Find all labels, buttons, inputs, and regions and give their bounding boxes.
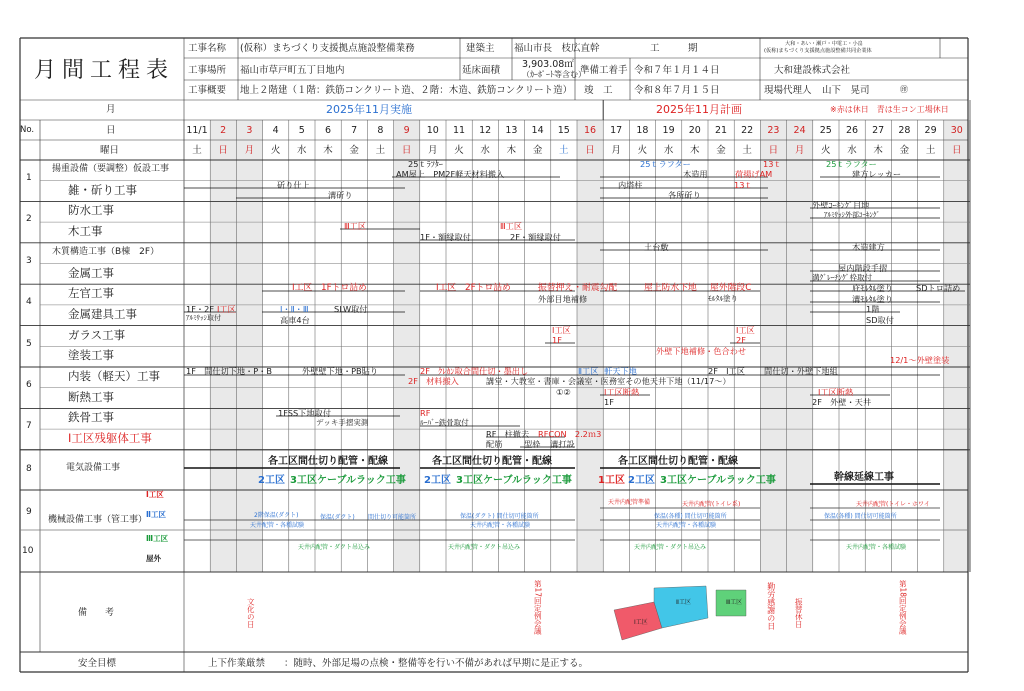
bar-alu-sash: ｱﾙﾐｻｯｼ取付	[186, 314, 221, 322]
elec-task-2: 各工区間仕切り配管・配線	[432, 456, 552, 467]
bar-wall-coat: 外壁ｺｰｷﾝｸﾞ目地	[812, 200, 870, 210]
bar-steel-4: ﾙｰﾊﾞｰ鉄骨取付	[420, 418, 469, 427]
task-name: 金属建具工事	[68, 306, 137, 321]
task-name: 鉄骨工事	[68, 410, 114, 425]
remark-substitute: 振替休日	[794, 598, 804, 628]
day-cell: 14	[531, 125, 544, 136]
map-zone-3: Ⅲ工区	[726, 599, 743, 606]
bar-lift-am: 荷揚げAM	[735, 169, 773, 179]
weekday-cell: 木	[323, 145, 333, 156]
weekday-cell: 土	[559, 145, 569, 156]
site-label: 工事場所	[188, 65, 227, 76]
rack-3a: 1工区	[598, 475, 625, 486]
day-cell: 10	[426, 125, 439, 136]
end-date: 令和８年７月１５日	[634, 85, 720, 96]
site-value: 福山市草戸町五丁目地内	[240, 65, 345, 76]
bar-inner-stair: 屋内階段手摺	[838, 263, 888, 273]
day-cell: 5	[298, 125, 305, 136]
mech-no2: 10	[22, 546, 34, 556]
day-cell: 26	[845, 125, 859, 136]
contractor: 大和建設株式会社	[774, 65, 851, 76]
bar-door-zone1: Ⅰ工区	[217, 304, 236, 314]
bar-crane-13t: 13ｔ	[734, 180, 753, 190]
bar-crane-25t-2: 25ｔラフター	[640, 159, 691, 169]
mech-zone2: Ⅱ工区	[146, 510, 166, 519]
bar-wood-zone3-b: Ⅲ工区	[500, 221, 523, 231]
bar-sd-tro: SDトロ詰め	[916, 283, 961, 293]
day-cell: 21	[714, 125, 728, 136]
bar-outdoor-fix: 外部目地補修	[538, 294, 588, 304]
bar-wood-2f: 2F・額縁取付	[510, 232, 561, 242]
bar-inner-tower: 内塔柱	[618, 180, 643, 190]
bar-glass-2b: 2F	[736, 335, 746, 345]
day-cell: 23	[767, 125, 780, 136]
bar-wood-prep: 木造用	[683, 169, 708, 179]
mech-10: 天井配管・各種試験	[250, 522, 305, 529]
weekday-cell: 土	[192, 145, 202, 156]
mech-zone3: Ⅲ工区	[146, 534, 169, 543]
task-name: 左官工事	[68, 286, 114, 301]
mech-14: 天井内配管・ダクト吊込み	[448, 544, 521, 551]
start-date: 令和７年１月１４日	[634, 65, 720, 76]
bar-glass-1: Ⅰ工区	[552, 325, 571, 335]
area-value: 3,903.08㎡	[522, 59, 574, 70]
project-name-label: 工事名称	[188, 43, 227, 54]
bar-rf-pour: 溝打設	[550, 439, 575, 449]
day-cell: 29	[924, 125, 937, 136]
mech-5: 保温(ダクト)	[320, 514, 355, 521]
sheet-title: 月間工程表	[34, 58, 175, 83]
day-cell: 8	[377, 125, 384, 136]
bar-door-1f-b: 1階	[866, 304, 880, 314]
weekday-cell: 日	[768, 145, 779, 156]
row-number: 2	[26, 214, 32, 225]
task-name: 雑・斫り工事	[68, 182, 137, 197]
weekday-cell: 日	[401, 145, 412, 156]
bar-wood-zone3-a: Ⅲ工区	[344, 221, 367, 231]
bar-rf-form: 型枠	[524, 439, 541, 449]
day-cell: 11/1	[186, 125, 208, 136]
weekday-cell: 水	[480, 145, 490, 156]
elec-no: 8	[26, 464, 32, 474]
weekday-cell: 月	[428, 145, 438, 156]
holiday-legend: ※赤は休日 青は生コン工場休日	[830, 105, 949, 114]
weekday-cell: 水	[297, 145, 307, 156]
mech-no: 9	[26, 507, 32, 517]
bar-insul-2b: 2F 外壁・天井	[812, 397, 872, 407]
weekday-cell: 土	[925, 145, 936, 156]
bar-sw-fix: SLW取付	[334, 304, 368, 314]
bar-rf-pillar: RF 柱撤去	[486, 429, 530, 439]
task-name: 木質構造工事（B棟 2F）	[52, 246, 160, 257]
bar-sd-fix: SD取付	[866, 315, 894, 325]
mech-1: 天井内配管準備	[608, 499, 651, 506]
bar-mortar-1: ﾓﾙﾀﾙ塗り	[708, 294, 738, 303]
day-cell: 9	[403, 125, 410, 136]
weekday-cell: 月	[244, 145, 255, 156]
month-label: 月	[106, 104, 116, 115]
jv-members: 大和・あい・瀬戸・中電工・小畠	[785, 41, 863, 47]
day-cell: 18	[636, 125, 649, 136]
bar-interior-7: 間仕切・外壁下地組	[764, 366, 838, 376]
mech-2: 天井内配管(トイレ系)	[682, 501, 741, 508]
bar-steel-3: RF	[420, 408, 431, 418]
day-cell: 17	[610, 125, 623, 136]
day-cell: 24	[793, 125, 806, 136]
weekday-cell: 日	[218, 145, 228, 156]
elec-name: 電気設備工事	[66, 463, 121, 473]
row-number: 5	[26, 338, 32, 349]
mech-9: 保温(各種) 間仕切可能箇所	[824, 513, 897, 520]
weekday-cell: 火	[637, 145, 648, 156]
bar-paint-1: 外壁下地補修・色合わせ	[656, 346, 747, 356]
row-number: 3	[26, 255, 32, 266]
weekday-cell: 火	[270, 145, 281, 156]
bar-chip-finish: 斫り仕上	[277, 180, 310, 190]
day-cell: 4	[272, 125, 279, 136]
rack-2a: 2工区	[424, 475, 451, 486]
mech-16: 天井内配管・各種試験	[846, 544, 907, 551]
bar-interior-8: 2F 材料搬入	[408, 376, 459, 386]
bar-insul-1b: 1F	[604, 397, 614, 407]
day-cell: 6	[324, 125, 332, 136]
remark-culture-day: 文化の日	[246, 598, 256, 628]
bar-interior-2: 外壁壁下地・PB貼り	[302, 366, 379, 376]
mech-12: 天井内配管・各種試験	[656, 522, 717, 529]
area-note: （ｶｰﾎﾟｰﾄ等含む）	[522, 70, 586, 79]
bar-interior-3: 2F ｸﾚｶﾝ取合間仕切・墨出し	[420, 366, 529, 376]
bar-steel-2: デッキ手摺実測	[316, 418, 369, 427]
rack-1b: 3工区ケーブルラック工事	[290, 475, 406, 486]
weekday-cell: 月	[794, 145, 805, 156]
weekday-cell: 日	[585, 145, 595, 156]
day-cell: 7	[351, 125, 358, 136]
zone-map	[612, 584, 752, 646]
bar-crane-25t-3: 25ｔラフター	[826, 159, 877, 169]
area-label: 延床面積	[462, 65, 501, 76]
day-cell: 16	[583, 125, 597, 136]
actual-month: 2025年11月実施	[326, 103, 412, 116]
row-number: 4	[26, 297, 32, 308]
bar-interior-9: 講堂・大教室・書庫・会議室・医務室その他天井下地（11/17～）	[486, 376, 731, 386]
day-cell: 20	[688, 125, 701, 136]
start-label: 準備工着手	[580, 65, 628, 76]
bar-steel-1: 1FSS下地取付	[278, 408, 331, 418]
holiday-column	[787, 120, 813, 572]
weekday-cell: 木	[873, 145, 883, 156]
end-label: 竣 工	[584, 85, 613, 96]
weekday-cell: 火	[821, 145, 831, 156]
day-label: 日	[106, 125, 116, 136]
task-name: 防水工事	[68, 203, 114, 218]
weekday-cell: 水	[663, 145, 674, 156]
weekday-cell: 金	[349, 145, 359, 156]
weekday-cell: 木	[690, 145, 700, 156]
day-cell: 19	[662, 125, 675, 136]
mech-7: 保温(ダクト) 間仕切可能箇所	[460, 513, 539, 520]
day-cell: 12	[479, 125, 492, 136]
row-number: 7	[26, 421, 32, 432]
bar-rf-conc: RFCON 2.2ｍ3	[538, 429, 602, 439]
bar-misc-chip: 各所斫り	[668, 190, 701, 200]
remarks-label: 備 考	[78, 608, 115, 618]
safety-text: 上下作業厳禁 ：随時、外部足場の点検・整備等を行い不備があれば早期に是正する。	[208, 658, 589, 669]
task-name: 木工事	[68, 224, 103, 239]
bar-floor-base: 土台敷	[644, 242, 669, 252]
bar-groove-chip: 溝斫り	[328, 190, 353, 200]
bar-interior-4: Ⅱ工区	[578, 366, 599, 376]
map-zone-1: Ⅰ工区	[634, 619, 648, 626]
elec-task-1: 各工区間仕切り配管・配線	[268, 456, 388, 467]
day-cell: 2	[220, 125, 227, 136]
remark-meeting-1: 第17回定例会議	[533, 580, 543, 635]
mech-4: 2階保温(ダクト)	[254, 512, 299, 519]
mech-zone1: Ⅰ工区	[146, 490, 164, 499]
weekday-label: 曜日	[100, 145, 120, 156]
bar-interior-6: 2F Ⅰ工区	[708, 366, 745, 376]
task-name: ガラス工事	[68, 327, 126, 342]
client-value: 福山市長 枝広直幹	[514, 43, 600, 54]
task-name: 揚重設備（要調整）仮設工事	[52, 164, 170, 174]
task-name: 断熱工事	[68, 389, 114, 404]
mech-zone4: 屋外	[146, 554, 161, 563]
weekday-cell: 金	[532, 145, 543, 156]
bar-glass-1b: 1F	[552, 335, 562, 345]
zone-2-block	[654, 586, 708, 628]
bar-insul-1: Ⅰ工区断熱	[604, 387, 640, 397]
mech-3: 天井内配管(トイレ・ホワイ	[856, 501, 930, 508]
holiday-column	[944, 120, 970, 572]
weekday-cell: 土	[375, 145, 386, 156]
bar-plaster-1: Ⅰ工区 1Fトロ詰め	[292, 283, 367, 293]
day-cell: 13	[505, 125, 518, 136]
project-name: (仮称）まちづくり支援拠点施設整備業務	[240, 43, 415, 54]
bar-insul-2: Ⅰ工区断熱	[818, 387, 854, 397]
bar-wood-erect: 木造建方	[852, 242, 885, 252]
bar-door-zones: Ⅰ・Ⅱ・Ⅲ	[280, 304, 309, 314]
weekday-cell: 月	[611, 145, 621, 156]
day-cell: 22	[741, 125, 754, 136]
bar-plaster-3: 振替押え・耐震勾配	[538, 283, 618, 293]
bar-construction-lift: 建方レッカー	[852, 169, 902, 179]
map-zone-2: Ⅱ工区	[676, 599, 691, 606]
weekday-cell: 土	[742, 145, 752, 156]
bar-rf-rebar: 配筋	[486, 439, 503, 449]
rack-2b: 3工区ケーブルラック工事	[456, 475, 572, 486]
task-name: 内装（軽天）工事	[68, 369, 160, 383]
bar-interior-1: 1F 間仕切下地・P・B	[186, 366, 272, 376]
summary-label: 工事概要	[188, 85, 227, 96]
site-agent-label: 現場代理人	[764, 85, 812, 96]
rack-3b: 2工区	[628, 475, 655, 486]
bar-am-lift: AM屋上 PM2F軽天材料搬入	[396, 169, 505, 179]
bar-plaster-2: Ⅰ工区 2Fトロ詰め	[436, 283, 511, 293]
safety-label: 安全目標	[78, 658, 117, 669]
day-cell: 28	[898, 125, 911, 136]
day-cell: 25	[819, 125, 832, 136]
mech-name: 機械設備工事（管工事）	[48, 515, 148, 525]
summary-value: 地上２階建（１階：鉄筋コンクリート造、２階：木造、鉄筋コンクリート造）	[240, 85, 573, 96]
bar-wood-1f: 1F・額縁取付	[420, 232, 471, 242]
bar-interior-10: ①②	[556, 387, 571, 397]
elec-task-4: 幹線延線工事	[834, 472, 894, 483]
task-name: 塗装工事	[68, 348, 114, 363]
weekday-cell: 火	[454, 145, 464, 156]
mech-13: 天井内配管・ダクト吊込み	[298, 544, 371, 551]
mech-8: 保温(各種) 間仕切可能箇所	[654, 513, 727, 520]
bar-crane-25t: 25ｔﾗﾌﾀｰ	[408, 159, 443, 169]
client-label: 建築主	[466, 43, 495, 54]
remark-meeting-2: 第18回定例会議	[898, 580, 908, 635]
bar-plaster-4: 屋上防水下地	[644, 283, 697, 293]
bar-mortar-2: 庇ﾓﾙﾀﾙ塗り	[852, 283, 893, 293]
bar-alu-coat: ｱﾙﾐｻｯｼ外部ｺｰｷﾝｸﾞ	[824, 211, 880, 219]
bar-door-1f: 1F・2F	[186, 304, 215, 314]
remark-labor-day: 勤労感謝の日	[766, 582, 776, 630]
weekday-cell: 金	[899, 145, 910, 156]
row-number: 6	[26, 380, 32, 390]
day-cell: 3	[246, 125, 253, 136]
weekday-cell: 日	[952, 145, 962, 156]
day-cell: 15	[557, 125, 570, 136]
bar-grating: 溝ｸﾞﾚｰﾁﾝｸﾞ枠取付	[812, 273, 872, 282]
day-cell: 30	[950, 125, 963, 136]
mech-15: 天井内配管・ダクト吊込み	[634, 544, 707, 551]
bar-mortar-3: 溝ﾓﾙﾀﾙ塗り	[852, 294, 893, 304]
mech-6: 間仕切り可能箇所	[368, 514, 417, 521]
bar-crane-13t-label: 13ｔ	[763, 159, 782, 169]
weekday-cell: 木	[506, 145, 517, 156]
bar-interior-5: 軒天下地	[604, 366, 637, 376]
plan-month: 2025年11月計画	[656, 103, 742, 116]
weekday-cell: 金	[716, 145, 726, 156]
no-label: No.	[20, 125, 35, 135]
rack-3c: 3工区ケーブルラック工事	[660, 475, 776, 486]
bar-high-frame: 高車4台	[280, 315, 310, 325]
holiday-column	[577, 120, 603, 572]
rack-1a: 2工区	[258, 475, 285, 486]
period-label: 工 期	[650, 43, 698, 54]
elec-task-3: 各工区間仕切り配管・配線	[618, 456, 738, 467]
day-cell: 11	[452, 125, 466, 136]
mech-11: 天井内配管・各種試験	[470, 522, 531, 529]
seal-mark: ㊞	[900, 85, 908, 94]
bar-glass-2: Ⅰ工区	[736, 325, 755, 335]
site-agent: 山下 晃司	[822, 85, 870, 96]
row-number: 1	[26, 173, 32, 183]
task-name: 金属工事	[68, 265, 114, 280]
bar-paint-2: 12/1～外壁塗装	[890, 355, 950, 365]
task-name: Ⅰ工区残躯体工事	[68, 431, 152, 446]
bar-plaster-5: 屋外階段C	[710, 283, 752, 293]
day-cell: 27	[872, 125, 885, 136]
weekday-cell: 水	[847, 145, 857, 156]
jv-name: (仮称)まちづくり支援拠点施設整備共同企業体	[764, 48, 872, 54]
